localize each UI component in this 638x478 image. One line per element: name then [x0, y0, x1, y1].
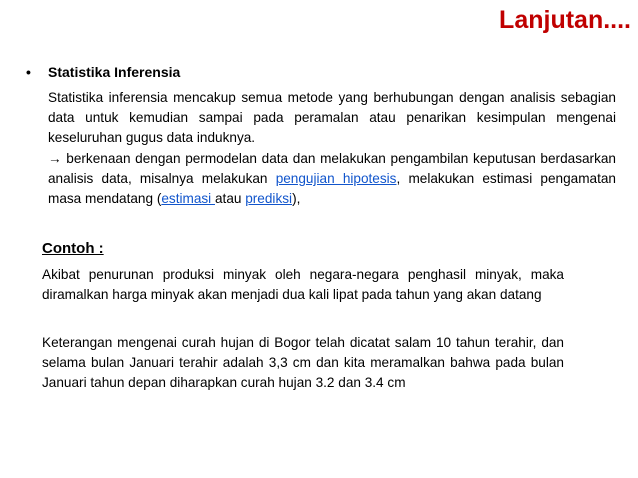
link-prediksi[interactable]: prediksi: [245, 191, 293, 206]
detail-text-before: berkenaan dengan permodelan data dan melakukan pengambilan keputusan berdasarkan analisis data, misalnya melakukan: [48, 151, 616, 186]
section-heading: Statistika Inferensia: [48, 64, 181, 80]
example-paragraph-1: Akibat penurunan produksi minyak oleh negara-negara penghasil minyak, maka diramalkan harga minyak akan menjadi dua kali lipat pada tahun yang akan datang: [42, 267, 564, 302]
bullet-icon: •: [26, 64, 31, 80]
link-estimasi[interactable]: estimasi: [161, 191, 215, 206]
link-pengujian-hipotesis[interactable]: pengujian hipotesis: [275, 171, 397, 186]
arrow-right-icon: →: [48, 151, 62, 166]
example-paragraph-2: Keterangan mengenai curah hujan di Bogor telah dicatat salam 10 tahun terahir, dan selama bulan Januari terahir adalah 3,3 cm dan kita meramalkan bahwa pada bulan Januari tahun depan diharapkan curah hujan 3.2 dan 3.4 cm: [42, 335, 564, 390]
detail-text-mid1: , melakukan estimasi pengamatan masa mendatang (: [48, 171, 616, 206]
detail-text-mid2: atau: [214, 191, 246, 206]
detail-paragraph: [48, 149, 616, 209]
slide-title: Lanjutan....: [499, 6, 631, 34]
section-heading-row: [26, 64, 180, 80]
detail-text-after: ),: [292, 191, 301, 206]
definition-paragraph: Statistika inferensia mencakup semua metode yang berhubungan dengan analisis sebagian data untuk kemudian sampai pada peramalan atau penarikan kesimpulan mengenai keseluruhan gugus data induknya.: [48, 90, 616, 145]
examples-heading: Contoh :: [42, 240, 104, 257]
